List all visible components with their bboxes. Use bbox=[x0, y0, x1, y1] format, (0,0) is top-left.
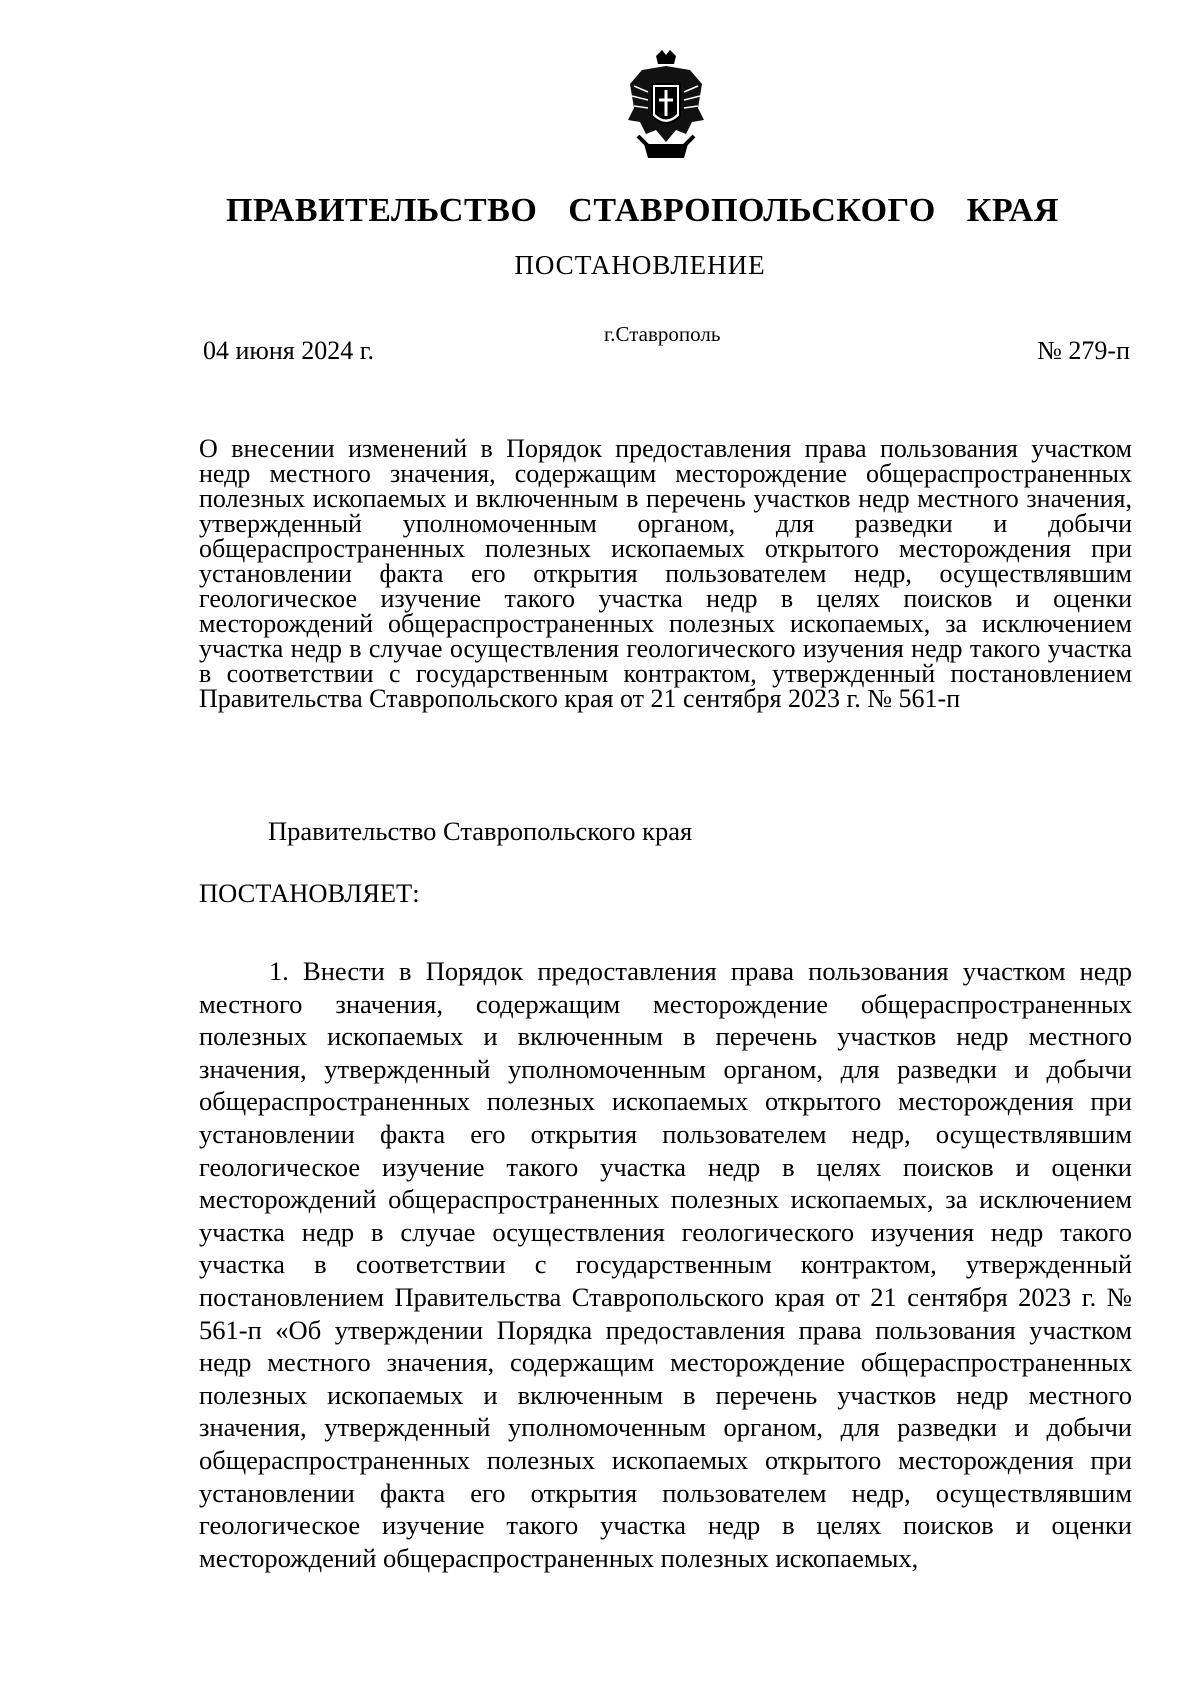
document-city: г.Ставрополь bbox=[604, 322, 721, 346]
document-subject: О внесении изменений в Порядок предоставления права пользования участком недр местного значения, содержащим месторождение общераспространенных полезных ископаемых и включенным в перечень участков недр местного значения, утвержденный уполномоченным органом, для разведки и добычи общераспространенных полезных ископаемых открытого месторождения при установлении факта его открытия пользователем недр, осуществлявшим геологическое изучение такого участка недр в целях поисков и оценки месторождений общераспространенных полезных ископаемых, за исключением участка недр в случае осуществления геологического изучения недр такого участка в соответствии с государственным контрактом, утвержденный постановлением Правительства Ставропольского края от 21 сентября 2023 г. № 561-п bbox=[199, 434, 1132, 713]
coat-of-arms-icon bbox=[622, 50, 710, 160]
resolves-heading: ПОСТАНОВЛЯЕТ: bbox=[199, 878, 420, 908]
document-number: № 279-п bbox=[1037, 336, 1130, 365]
paragraph-item-1: 1. Внести в Порядок предоставления права пользования участком недр местного значения, содержащим месторождение общераспространенных полезных ископаемых и включенным в перечень участков недр местного значения, утвержденный уполномоченным органом, для разведки и добычи общераспространенных полезных ископаемых открытого месторождения при установлении факта его открытия пользователем недр, осуществлявшим геологическое изучение такого участка недр в целях поисков и оценки месторождений общераспространенных полезных ископаемых, за исключением участка недр в случае осуществления геологического изучения недр такого участка в соответствии с государственным контрактом, утвержденный постановлением Правительства Ставропольского края от 21 сентября 2023 г. № 561-п «Об утверждении Порядка предоставления права пользования участком недр местного значения, содержащим месторождение общераспространенных полезных ископаемых и включенным в перечень участков недр местного значения, утвержденный уполномоченным органом, для разведки и добычи общераспространенных полезных ископаемых открытого месторождения при установлении факта его открытия пользователем недр, осуществлявшим геологическое изучение такого участка недр в целях поисков и оценки месторождений общераспространенных полезных ископаемых, bbox=[199, 956, 1132, 1573]
issuing-body-line: Правительство Ставропольского края bbox=[268, 816, 693, 846]
organization-title: ПРАВИТЕЛЬСТВО СТАВРОПОЛЬСКОГО КРАЯ bbox=[226, 192, 1059, 229]
document-type: ПОСТАНОВЛЕНИЕ bbox=[514, 250, 766, 280]
document-date: 04 июня 2024 г. bbox=[203, 336, 374, 365]
